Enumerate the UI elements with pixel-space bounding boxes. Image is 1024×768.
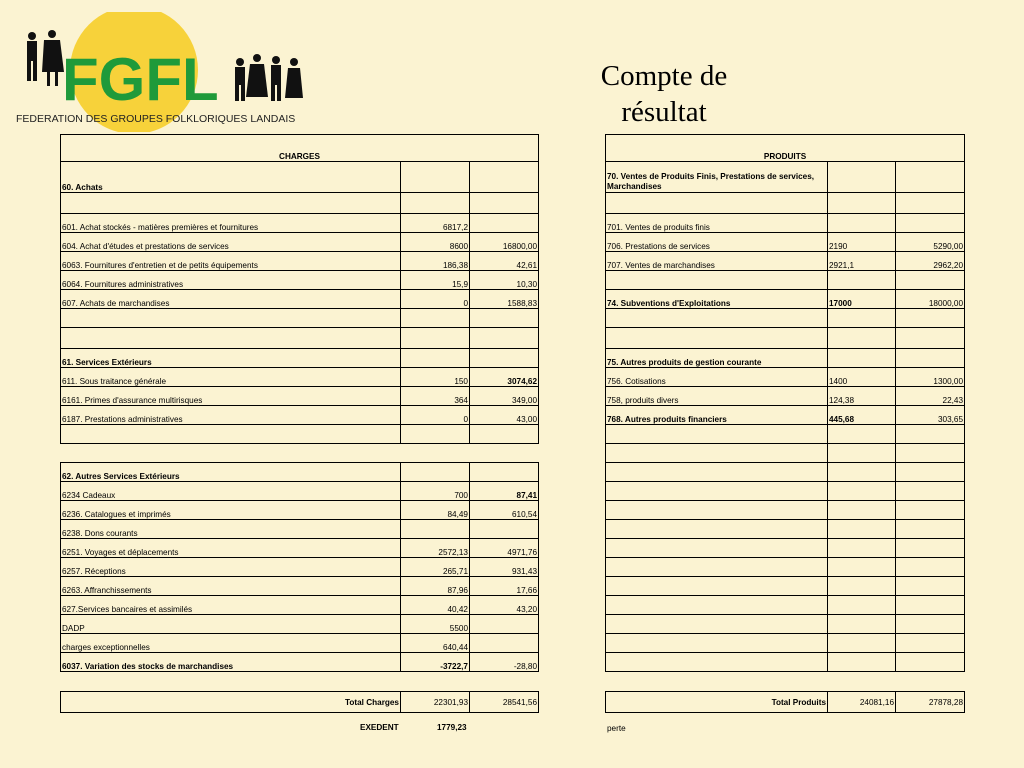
excedent-label: EXEDENT <box>360 723 399 732</box>
row-label <box>606 328 828 349</box>
row-label <box>606 634 828 653</box>
table-row <box>61 162 539 193</box>
row-value-b: 2962,20 <box>896 252 965 271</box>
table-row <box>61 558 539 577</box>
row-value-b <box>896 328 965 349</box>
row-value-a <box>401 309 470 328</box>
row-value-a <box>828 634 896 653</box>
table-row <box>606 539 965 558</box>
row-value-a: 5500 <box>401 615 470 634</box>
table-row <box>606 482 965 501</box>
row-label <box>606 482 828 501</box>
row-label: 75. Autres produits de gestion courante <box>606 349 828 368</box>
table-row <box>61 463 539 482</box>
row-value-a <box>401 425 470 444</box>
row-value-b <box>896 162 965 193</box>
row-value-a: 124,38 <box>828 387 896 406</box>
row-value-b <box>896 214 965 233</box>
table-row <box>61 577 539 596</box>
row-value-b <box>896 653 965 672</box>
row-value-b <box>896 349 965 368</box>
row-value-a: 0 <box>401 406 470 425</box>
row-value-a <box>828 271 896 290</box>
row-label <box>606 539 828 558</box>
row-label <box>606 309 828 328</box>
row-value-b <box>896 444 965 463</box>
row-value-a: 2190 <box>828 233 896 252</box>
row-label: 768. Autres produits financiers <box>606 406 828 425</box>
row-value-a <box>401 463 470 482</box>
row-value-a <box>401 162 470 193</box>
row-label: 701. Ventes de produits finis <box>606 214 828 233</box>
table-row <box>606 406 965 425</box>
row-value-b <box>470 463 539 482</box>
table-row <box>606 615 965 634</box>
table-row <box>606 290 965 309</box>
total-produits-a: 24081,16 <box>828 692 896 713</box>
row-value-a: 84,49 <box>401 501 470 520</box>
row-value-b <box>896 271 965 290</box>
row-label: 60. Achats <box>61 162 401 193</box>
table-row <box>606 233 965 252</box>
logo-subtitle: FEDERATION DES GROUPES FOLKLORIQUES LANDAIS <box>16 113 296 125</box>
row-value-b: 1588,83 <box>470 290 539 309</box>
row-value-b: 16800,00 <box>470 233 539 252</box>
table-row <box>61 252 539 271</box>
row-label <box>606 520 828 539</box>
row-value-a: 17000 <box>828 290 896 309</box>
row-label: 6161. Primes d'assurance multirisques <box>61 387 401 406</box>
table-row <box>61 634 539 653</box>
row-value-b <box>470 520 539 539</box>
row-value-b <box>470 634 539 653</box>
charges-total-row <box>60 691 539 713</box>
row-label <box>61 328 401 349</box>
row-value-a <box>828 193 896 214</box>
row-label <box>606 596 828 615</box>
row-value-a: 640,44 <box>401 634 470 653</box>
table-row <box>606 368 965 387</box>
row-value-a: 2921,1 <box>828 252 896 271</box>
total-charges-a: 22301,93 <box>401 692 470 713</box>
produits-header: PRODUITS <box>606 135 965 162</box>
table-row <box>606 501 965 520</box>
row-value-a <box>828 520 896 539</box>
total-produits-label: Total Produits <box>606 692 828 713</box>
table-row <box>606 328 965 349</box>
row-label <box>606 558 828 577</box>
table-row <box>61 520 539 539</box>
row-value-a <box>828 596 896 615</box>
row-value-a <box>828 539 896 558</box>
row-value-b: 5290,00 <box>896 233 965 252</box>
table-row <box>606 463 965 482</box>
row-value-b <box>470 425 539 444</box>
table-row <box>61 233 539 252</box>
row-value-a: 8600 <box>401 233 470 252</box>
row-value-a: 6817,2 <box>401 214 470 233</box>
row-label <box>606 653 828 672</box>
row-value-b <box>470 309 539 328</box>
row-value-a <box>828 214 896 233</box>
row-label <box>606 425 828 444</box>
logo-acronym: FGFL <box>62 46 219 113</box>
table-row <box>606 596 965 615</box>
fgfl-logo <box>14 12 304 132</box>
row-value-b <box>896 463 965 482</box>
row-value-b: 43,20 <box>470 596 539 615</box>
row-value-a <box>401 444 470 463</box>
row-label: 756. Cotisations <box>606 368 828 387</box>
row-value-a: 1400 <box>828 368 896 387</box>
table-row <box>61 406 539 425</box>
row-label: 627.Services bancaires et assimilés <box>61 596 401 615</box>
row-label <box>61 193 401 214</box>
row-value-a <box>401 193 470 214</box>
row-label: 6063. Fournitures d'entretien et de petits équipements <box>61 252 401 271</box>
row-label: 6236. Catalogues et imprimés <box>61 501 401 520</box>
row-value-a: 15,9 <box>401 271 470 290</box>
row-value-a: 186,38 <box>401 252 470 271</box>
row-label: 6187. Prestations administratives <box>61 406 401 425</box>
charges-table <box>60 134 539 672</box>
row-value-b: 87,41 <box>470 482 539 501</box>
row-value-a: 40,42 <box>401 596 470 615</box>
row-label: 706. Prestations de services <box>606 233 828 252</box>
row-value-b <box>896 482 965 501</box>
row-value-b <box>896 634 965 653</box>
row-label: 6037. Variation des stocks de marchandises <box>61 653 401 672</box>
row-value-a <box>828 425 896 444</box>
row-label: 6257. Réceptions <box>61 558 401 577</box>
row-value-a <box>828 463 896 482</box>
table-row <box>61 501 539 520</box>
row-value-a <box>828 577 896 596</box>
table-row <box>606 520 965 539</box>
row-value-a: 700 <box>401 482 470 501</box>
row-value-b: 18000,00 <box>896 290 965 309</box>
total-charges-label: Total Charges <box>61 692 401 713</box>
row-label: 607. Achats de marchandises <box>61 290 401 309</box>
table-row <box>606 193 965 214</box>
table-row <box>606 387 965 406</box>
table-row <box>606 309 965 328</box>
row-value-b <box>470 444 539 463</box>
table-row <box>606 214 965 233</box>
table-row <box>61 271 539 290</box>
row-value-a <box>828 558 896 577</box>
row-value-a: -3722,7 <box>401 653 470 672</box>
table-row <box>61 368 539 387</box>
table-row <box>61 653 539 672</box>
row-value-a <box>828 162 896 193</box>
row-value-b <box>896 501 965 520</box>
row-value-a <box>828 444 896 463</box>
row-label: charges exceptionnelles <box>61 634 401 653</box>
row-label <box>606 444 828 463</box>
row-label <box>61 309 401 328</box>
row-value-b: -28,80 <box>470 653 539 672</box>
row-label: DADP <box>61 615 401 634</box>
row-value-b: 10,30 <box>470 271 539 290</box>
row-value-b <box>896 596 965 615</box>
table-row <box>606 444 965 463</box>
table-row <box>606 271 965 290</box>
table-row <box>61 444 539 463</box>
perte-label: perte <box>607 724 626 733</box>
page-title: Compte de résultat <box>600 60 728 128</box>
table-row <box>606 425 965 444</box>
row-value-a: 87,96 <box>401 577 470 596</box>
row-value-b <box>470 328 539 349</box>
row-label <box>606 463 828 482</box>
row-value-a: 0 <box>401 290 470 309</box>
row-value-b: 4971,76 <box>470 539 539 558</box>
row-value-b: 931,43 <box>470 558 539 577</box>
table-row <box>61 328 539 349</box>
row-label <box>61 425 401 444</box>
row-value-a <box>401 520 470 539</box>
row-value-a <box>828 653 896 672</box>
row-label: 6251. Voyages et déplacements <box>61 539 401 558</box>
row-value-a: 2572,13 <box>401 539 470 558</box>
row-label: 70. Ventes de Produits Finis, Prestations de services, Marchandises <box>606 162 828 193</box>
table-row <box>61 615 539 634</box>
row-value-b: 349,00 <box>470 387 539 406</box>
row-label: 6263. Affranchissements <box>61 577 401 596</box>
row-value-b <box>896 520 965 539</box>
charges-header: CHARGES <box>61 135 539 162</box>
row-value-b <box>896 615 965 634</box>
row-label: 61. Services Extérieurs <box>61 349 401 368</box>
row-label <box>606 193 828 214</box>
row-label <box>606 271 828 290</box>
row-value-b <box>470 214 539 233</box>
table-row <box>61 539 539 558</box>
row-value-a: 265,71 <box>401 558 470 577</box>
row-value-b: 3074,62 <box>470 368 539 387</box>
total-produits-b: 27878,28 <box>896 692 965 713</box>
row-value-b <box>470 349 539 368</box>
table-row <box>606 577 965 596</box>
row-value-b <box>896 193 965 214</box>
table-row <box>606 653 965 672</box>
row-value-b: 22,43 <box>896 387 965 406</box>
row-value-a <box>401 328 470 349</box>
table-row <box>61 309 539 328</box>
row-value-b: 17,66 <box>470 577 539 596</box>
table-row <box>606 634 965 653</box>
row-value-a <box>828 482 896 501</box>
table-row <box>61 290 539 309</box>
row-value-b <box>470 162 539 193</box>
excedent-value: 1779,23 <box>437 723 467 732</box>
row-value-b: 42,61 <box>470 252 539 271</box>
row-value-a: 364 <box>401 387 470 406</box>
table-row <box>61 214 539 233</box>
row-value-b: 1300,00 <box>896 368 965 387</box>
table-row <box>61 425 539 444</box>
row-value-b: 43,00 <box>470 406 539 425</box>
row-value-b: 303,65 <box>896 406 965 425</box>
table-row <box>606 558 965 577</box>
row-label: 707. Ventes de marchandises <box>606 252 828 271</box>
row-label: 604. Achat d'études et prestations de services <box>61 233 401 252</box>
row-value-a: 150 <box>401 368 470 387</box>
table-row <box>61 349 539 368</box>
row-label <box>606 615 828 634</box>
row-label: 6064. Fournitures administratives <box>61 271 401 290</box>
row-value-b <box>896 425 965 444</box>
row-label: 62. Autres Services Extérieurs <box>61 463 401 482</box>
produits-total-row <box>605 691 965 713</box>
row-value-a <box>828 615 896 634</box>
row-value-b <box>896 539 965 558</box>
table-row <box>61 596 539 615</box>
row-value-a <box>401 349 470 368</box>
table-row <box>61 482 539 501</box>
row-label: 611. Sous traitance générale <box>61 368 401 387</box>
total-charges-b: 28541,56 <box>470 692 539 713</box>
row-value-b <box>896 577 965 596</box>
row-value-b <box>896 309 965 328</box>
row-value-b: 610,54 <box>470 501 539 520</box>
row-value-a <box>828 501 896 520</box>
row-value-a <box>828 349 896 368</box>
row-label: 6234 Cadeaux <box>61 482 401 501</box>
row-value-a <box>828 328 896 349</box>
row-label: 74. Subventions d'Exploitations <box>606 290 828 309</box>
row-label: 758, produits divers <box>606 387 828 406</box>
row-value-a: 445,68 <box>828 406 896 425</box>
row-label <box>606 577 828 596</box>
row-value-b <box>896 558 965 577</box>
table-row <box>606 349 965 368</box>
row-value-b <box>470 615 539 634</box>
table-row <box>61 387 539 406</box>
row-label: 6238. Dons courants <box>61 520 401 539</box>
row-label <box>606 501 828 520</box>
row-label <box>61 444 401 463</box>
row-value-a <box>828 309 896 328</box>
row-label: 601. Achat stockés - matières premières et fournitures <box>61 214 401 233</box>
table-row <box>61 193 539 214</box>
row-value-b <box>470 193 539 214</box>
table-row <box>606 162 965 193</box>
produits-table <box>605 134 965 672</box>
table-row <box>606 252 965 271</box>
